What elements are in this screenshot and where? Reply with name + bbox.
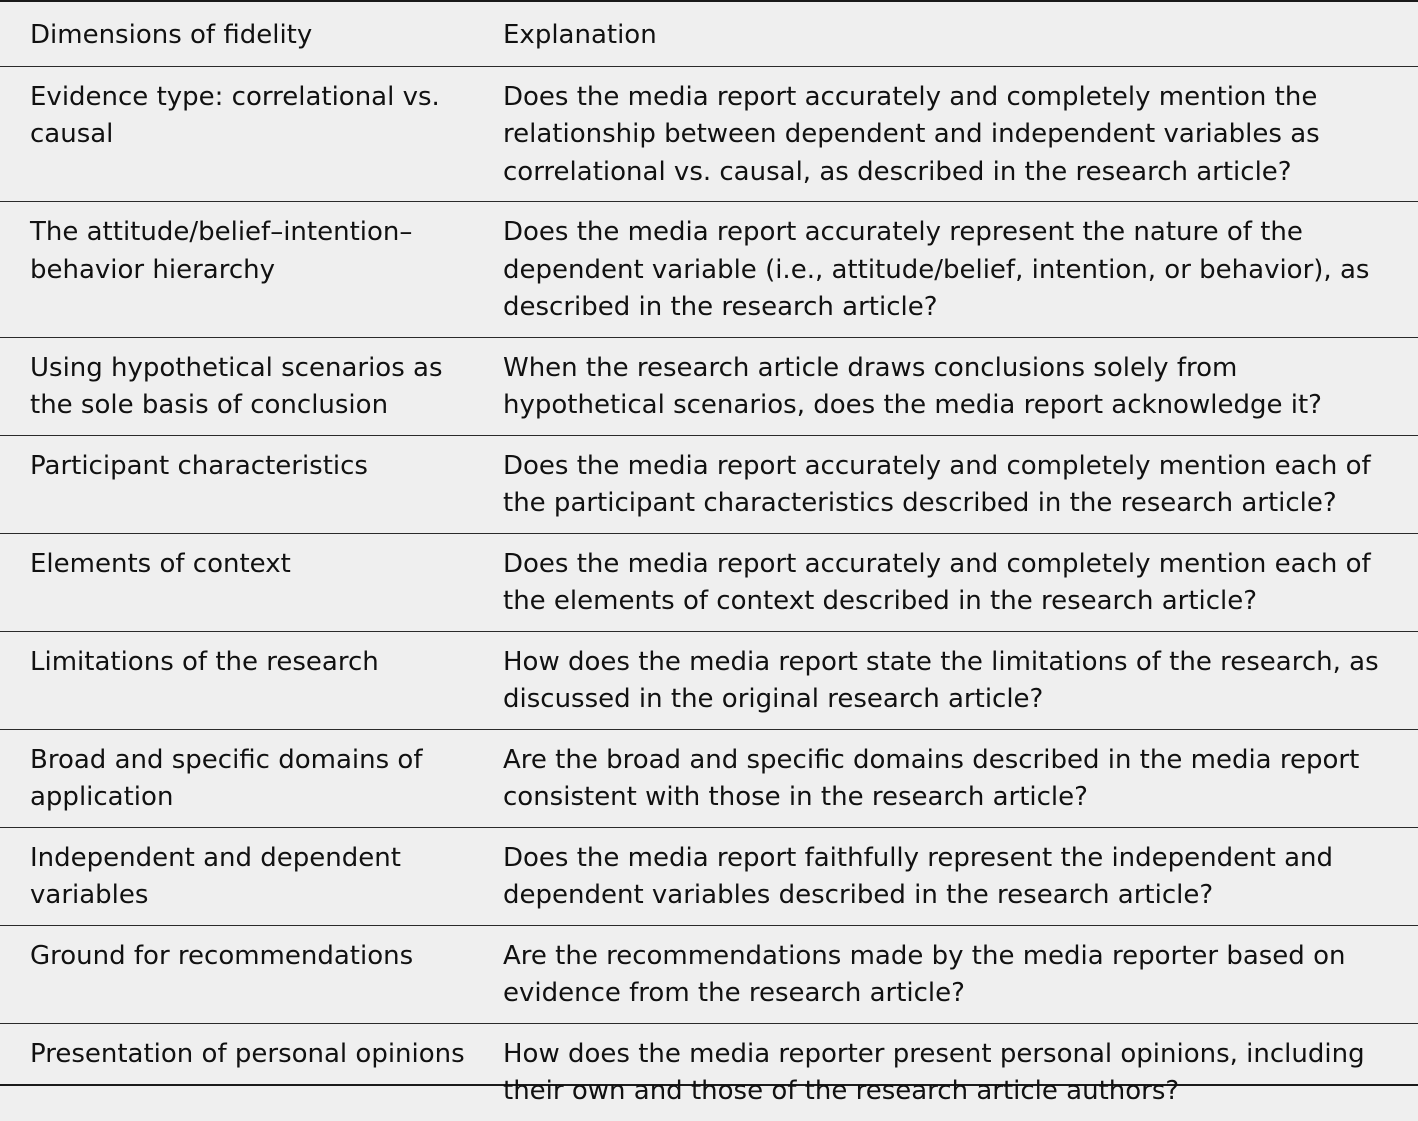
dimension-text: Elements of context [30,548,291,579]
explanation-text: Are the broad and specific domains described in the media report consistent with those in the research article? [503,744,1360,812]
table-row [0,533,1418,631]
dimension-text: Participant characteristics [30,450,368,481]
column-header-dimensions [0,2,503,66]
table-row [0,202,1418,338]
dimension-text: Limitations of the research [30,646,379,677]
table-row [0,729,1418,827]
dimension-cell [0,533,503,631]
dimension-text: Independent and dependent variables [30,842,401,910]
dimension-cell [0,1023,503,1121]
table-row [0,435,1418,533]
explanation-cell [503,729,1418,827]
column-header-explanation [503,2,1418,66]
table-row [0,925,1418,1023]
explanation-text: Does the media report faithfully represent the independent and dependent variables described in the research article? [503,842,1333,910]
dimension-cell [0,435,503,533]
dimension-cell [0,827,503,925]
explanation-cell [503,435,1418,533]
explanation-text: Does the media report accurately and completely mention each of the elements of context described in the research article? [503,548,1371,616]
dimension-text: Broad and specific domains of application [30,744,423,812]
explanation-cell [503,66,1418,202]
dimension-cell [0,66,503,202]
table-row [0,337,1418,435]
dimension-text: The attitude/belief–intention–behavior hierarchy [30,217,413,285]
explanation-cell [503,1023,1418,1121]
column-header-explanation-label: Explanation [503,20,657,50]
explanation-cell [503,202,1418,338]
explanation-text: When the research article draws conclusions solely from hypothetical scenarios, does the media report acknowledge it? [503,352,1322,420]
explanation-text: How does the media report state the limitations of the research, as discussed in the original research article? [503,646,1379,714]
table-row [0,631,1418,729]
dimension-text: Using hypothetical scenarios as the sole basis of conclusion [30,352,443,420]
fidelity-table [0,2,1418,1121]
dimension-cell [0,337,503,435]
dimension-text: Ground for recommendations [30,940,414,971]
table-row [0,1023,1418,1121]
explanation-cell [503,337,1418,435]
explanation-text: Does the media report accurately and completely mention the relationship between dependent and independent variables as correlational vs. causal, as described in the research article? [503,81,1320,187]
dimension-text: Evidence type: correlational vs. causal [30,81,440,149]
explanation-cell [503,925,1418,1023]
dimension-text: Presentation of personal opinions [30,1038,465,1069]
table-header-row [0,2,1418,66]
dimension-cell [0,202,503,338]
explanation-text: Are the recommendations made by the media reporter based on evidence from the research article? [503,940,1346,1008]
dimension-cell [0,631,503,729]
explanation-cell [503,631,1418,729]
dimension-cell [0,925,503,1023]
column-header-dimensions-label: Dimensions of fidelity [30,20,313,50]
explanation-text: Does the media report accurately and completely mention each of the participant characteristics described in the research article? [503,450,1371,518]
explanation-cell [503,827,1418,925]
explanation-text: Does the media report accurately represent the nature of the dependent variable (i.e., attitude/belief, intention, or behavior), as described in the research article? [503,217,1370,322]
table-row [0,66,1418,202]
table-row [0,827,1418,925]
explanation-cell [503,533,1418,631]
explanation-text: How does the media reporter present personal opinions, including their own and those of the research article authors? [503,1038,1365,1106]
dimension-cell [0,729,503,827]
